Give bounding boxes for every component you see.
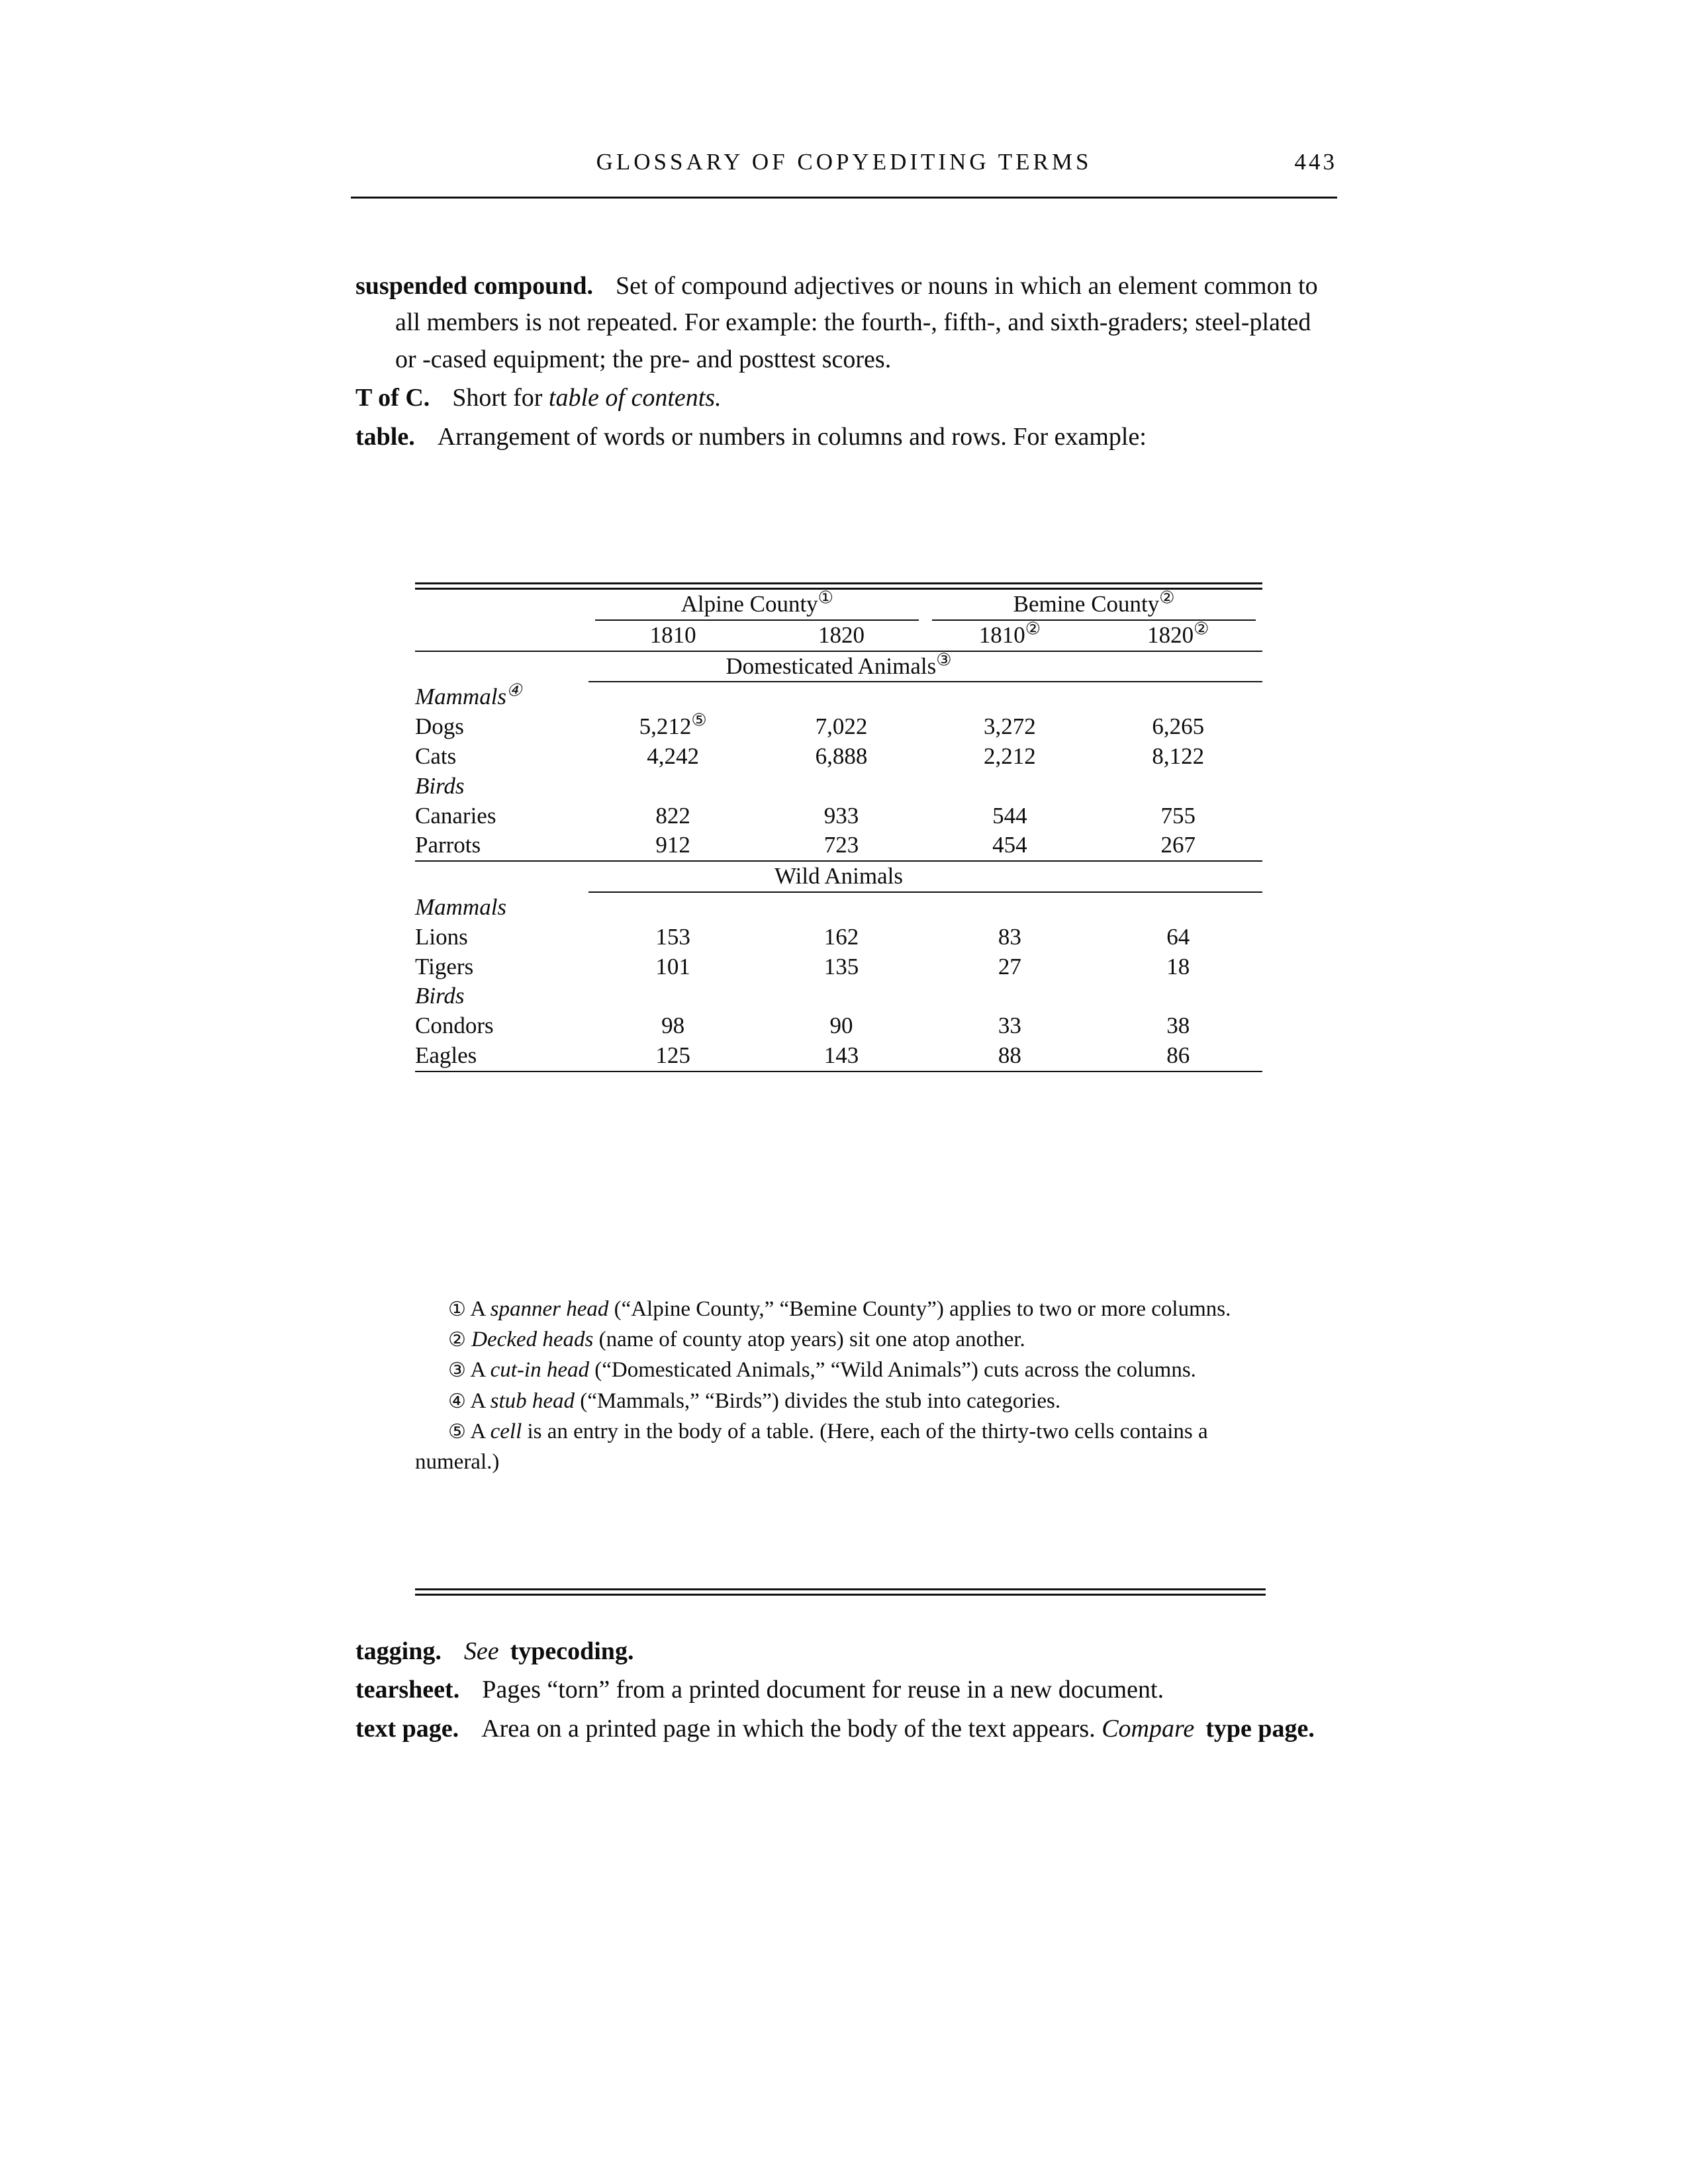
- stub-head-cell: [415, 682, 588, 712]
- table-cutin-row: [415, 652, 1262, 682]
- glossary-entries-upper: [355, 268, 1335, 457]
- table-grid: [415, 590, 1262, 1072]
- table-cell: 101: [655, 953, 690, 979]
- table-cell: 18: [1166, 953, 1190, 979]
- table-cell: 2,212: [984, 743, 1036, 769]
- table-cell: 6,888: [815, 743, 868, 769]
- page-number: 443: [1294, 149, 1337, 175]
- table-row: [415, 831, 1262, 861]
- table-cell: 755: [1160, 802, 1196, 829]
- cell-value: 5,212: [639, 713, 692, 740]
- note-marker: ②: [1159, 588, 1175, 608]
- table-cell: 135: [823, 953, 859, 979]
- table-cell: 83: [998, 923, 1021, 950]
- row-label: Parrots: [415, 832, 481, 858]
- row-label: Tigers: [415, 953, 474, 979]
- note-marker: ①: [448, 1298, 466, 1320]
- table-cell: 88: [998, 1042, 1021, 1068]
- column-head-cell: [1094, 621, 1262, 651]
- table-cell: 912: [655, 832, 690, 858]
- entry-term: suspended compound.: [355, 272, 594, 300]
- note-text-pre: A: [465, 1297, 491, 1321]
- entry-definition: Short for: [452, 384, 549, 412]
- table-row: [415, 742, 1262, 772]
- cutin-head-label: Wild Animals: [774, 863, 903, 889]
- note-marker: ④: [506, 680, 522, 700]
- note-marker: ②: [448, 1329, 466, 1351]
- table-cutin-row: [415, 862, 1262, 891]
- note-marker: ④: [448, 1390, 466, 1412]
- table-note: [415, 1324, 1266, 1355]
- note-text-pre: A: [465, 1358, 491, 1383]
- table-column-head-row: [415, 621, 1262, 651]
- note-text-post: (“Alpine County,” “Bemine County”) applies to two or more columns.: [608, 1297, 1231, 1321]
- table-cell: 4,242: [647, 743, 699, 769]
- table-note: [415, 1386, 1266, 1416]
- table-stub-head-row: [415, 772, 1262, 801]
- note-marker: ⑤: [691, 710, 707, 730]
- table-row: [415, 1041, 1262, 1071]
- example-table: [415, 582, 1262, 1072]
- header-rule: [351, 197, 1337, 199]
- table-stub-head-row: [415, 682, 1262, 712]
- column-head-cell: [757, 621, 925, 651]
- table-top-rule: [415, 582, 1262, 590]
- column-head-label: 1820: [818, 621, 865, 648]
- table-row: [415, 801, 1262, 831]
- entry-definition: Set of compound adjectives or nouns in which an element common to all members is not repeated. For example: the fourth-, fifth-, and sixth-graders; steel-plated or -cased equipment; the pre- and posttest scores.: [395, 272, 1318, 373]
- table-cell: 162: [823, 923, 859, 950]
- entry-cross-ref-lead: See: [463, 1637, 499, 1665]
- table-note: [415, 1294, 1266, 1324]
- stub-head-cell: [415, 981, 588, 1011]
- table-notes: [415, 1294, 1266, 1477]
- glossary-entries-lower: [355, 1633, 1335, 1749]
- row-label: Condors: [415, 1013, 494, 1039]
- stub-head-label: Birds: [415, 983, 465, 1009]
- column-head-label: 1820: [1147, 621, 1194, 648]
- table-cell: 143: [823, 1042, 859, 1068]
- entry-compare-lead: Compare: [1102, 1714, 1195, 1743]
- row-label: Cats: [415, 743, 457, 769]
- note-text-post: (“Domesticated Animals,” “Wild Animals”) cuts across the columns.: [588, 1358, 1196, 1383]
- column-head-cell: [588, 621, 757, 651]
- entry-term: tearsheet.: [355, 1676, 460, 1704]
- glossary-entry: [355, 419, 1335, 455]
- stub-head-cell: [415, 772, 588, 801]
- cutin-head-cell: [415, 649, 1262, 682]
- cutin-head-cell: [415, 862, 1262, 891]
- glossary-entry: [355, 1672, 1335, 1708]
- table-cell: 27: [998, 953, 1021, 979]
- note-term: spanner head: [490, 1297, 609, 1321]
- spanner-head-label: Bemine County: [1013, 591, 1160, 617]
- table-stub-head-row: [415, 893, 1262, 923]
- spanner-head-label: Alpine County: [680, 591, 818, 617]
- table-cell: 454: [992, 832, 1027, 858]
- table-cell: 153: [655, 923, 690, 950]
- column-head-label: 1810: [649, 621, 696, 648]
- table-cell: 90: [829, 1013, 853, 1039]
- note-marker: ③: [448, 1359, 466, 1382]
- table-row: [415, 923, 1262, 952]
- entry-definition: Area on a printed page in which the body of the text appears.: [481, 1714, 1096, 1743]
- glossary-entry: [355, 380, 1335, 416]
- note-term: cut-in head: [490, 1358, 589, 1383]
- table-row: [415, 1011, 1262, 1041]
- row-label: Eagles: [415, 1042, 477, 1068]
- glossary-entry: [355, 1633, 1335, 1670]
- stub-head-label: Mammals: [415, 684, 507, 710]
- table-note: [415, 1355, 1266, 1385]
- glossary-entry: [355, 1711, 1335, 1747]
- entry-term: text page.: [355, 1714, 459, 1743]
- note-text-pre: A: [465, 1419, 491, 1443]
- note-text-pre: A: [465, 1388, 491, 1413]
- stub-head-label: Mammals: [415, 893, 507, 920]
- row-label: Lions: [415, 923, 468, 950]
- table-cell: 544: [992, 802, 1027, 829]
- table-cell: 33: [998, 1013, 1021, 1039]
- table-cell: 8,122: [1152, 743, 1205, 769]
- stub-head-label: Birds: [415, 772, 465, 799]
- note-marker: ②: [1194, 619, 1209, 639]
- table-stub-head-row: [415, 981, 1262, 1011]
- spanner-head-cell: [588, 590, 925, 619]
- note-term: Decked heads: [471, 1328, 594, 1352]
- entry-term: tagging.: [355, 1637, 442, 1665]
- entry-cross-ref: typecoding.: [510, 1637, 634, 1665]
- table-row: [415, 952, 1262, 982]
- stub-head-cell: [415, 893, 588, 923]
- table-cell: 86: [1166, 1042, 1190, 1068]
- table-row: [415, 712, 1262, 742]
- note-marker: ①: [818, 588, 833, 608]
- table-cell: 3,272: [984, 713, 1036, 740]
- table-cell: 267: [1160, 832, 1196, 858]
- table-cell: [588, 712, 757, 742]
- spanner-head-cell: [925, 590, 1262, 619]
- note-text-post: (“Mammals,” “Birds”) divides the stub into categories.: [575, 1388, 1061, 1413]
- running-head-title: GLOSSARY OF COPYEDITING TERMS: [596, 149, 1092, 175]
- entry-definition: Pages “torn” from a printed document for reuse in a new document.: [482, 1676, 1164, 1704]
- note-term: stub head: [490, 1388, 575, 1413]
- note-text-post: (name of county atop years) sit one atop another.: [593, 1328, 1025, 1352]
- note-marker: ③: [936, 649, 952, 669]
- table-cell: 723: [823, 832, 859, 858]
- note-term: cell: [490, 1419, 522, 1443]
- table-closing-rule: [415, 1588, 1266, 1596]
- table-cell: 822: [655, 802, 690, 829]
- note-text-post: is an entry in the body of a table. (Here, each of the thirty-two cells contains a numeral.): [415, 1419, 1208, 1474]
- entry-definition-italic: table of contents.: [548, 384, 722, 412]
- table-spanner-row: [415, 590, 1262, 619]
- row-label: Canaries: [415, 802, 496, 829]
- table-cell: 125: [655, 1042, 690, 1068]
- cutin-head-label: Domesticated Animals: [726, 653, 937, 679]
- note-marker: ⑤: [448, 1420, 466, 1443]
- glossary-entry: [355, 268, 1335, 378]
- column-head-label: 1810: [978, 621, 1025, 648]
- entry-term: T of C.: [355, 384, 430, 412]
- entry-term: table.: [355, 422, 415, 451]
- note-text-pre: [466, 1328, 471, 1351]
- table-cell: 38: [1166, 1013, 1190, 1039]
- entry-compare-ref: type page.: [1205, 1714, 1315, 1743]
- table-cell: 933: [823, 802, 859, 829]
- row-label: Dogs: [415, 713, 464, 740]
- table-cell: 64: [1166, 923, 1190, 950]
- table-cell: 6,265: [1152, 713, 1205, 740]
- entry-definition: Arrangement of words or numbers in columns and rows. For example:: [437, 422, 1147, 451]
- column-head-cell: [925, 621, 1094, 651]
- table-cell: 98: [661, 1013, 685, 1039]
- running-head: [351, 149, 1337, 175]
- note-marker: ②: [1025, 619, 1041, 639]
- table-cell: 7,022: [815, 713, 868, 740]
- table-note: [415, 1416, 1266, 1477]
- table-bottom-rule-row: [415, 1071, 1262, 1072]
